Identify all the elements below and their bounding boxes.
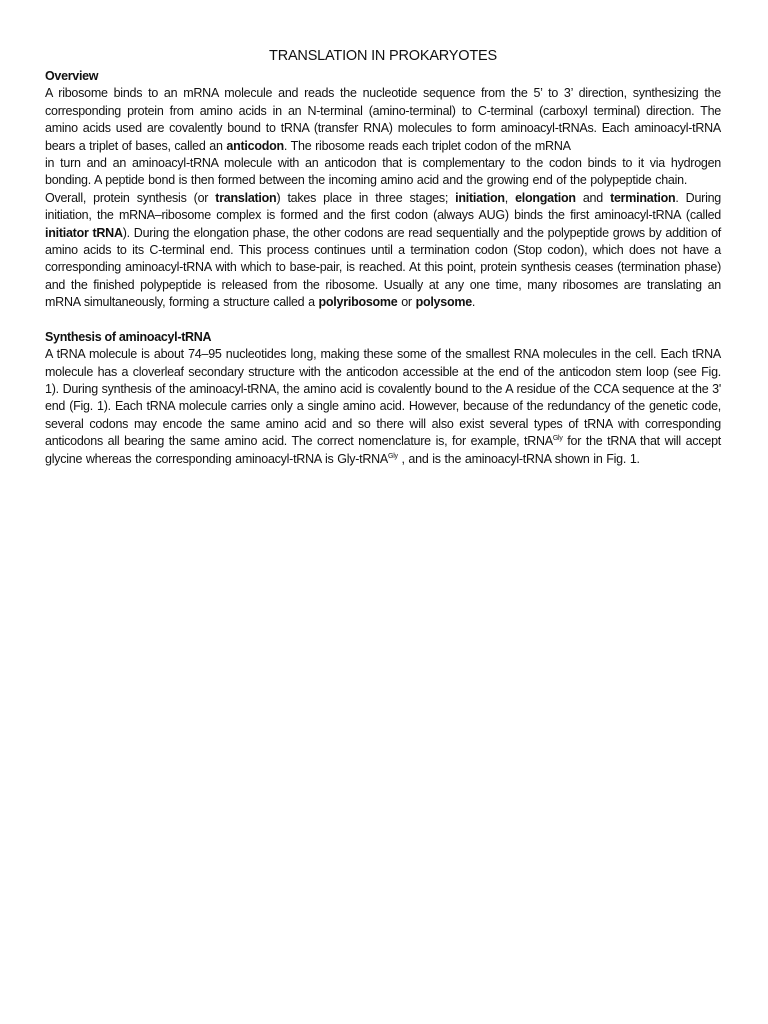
- document-title: TRANSLATION IN PROKARYOTES: [269, 48, 497, 64]
- overview-paragraph-1: [45, 85, 721, 155]
- superscript-gly: Gly: [552, 434, 563, 442]
- synthesis-heading: Synthesis of aminoacyl-tRNA: [45, 329, 212, 344]
- term-translation: translation: [215, 190, 277, 205]
- text-run: or: [397, 295, 416, 310]
- text-run: A tRNA molecule is about 74–95 nucleotides long, making these some of the smallest RNA molecules in the cell. Each tRNA molecule has a cloverleaf secondary structure with the anticodon accessible at the end of the anticodon stem loop (see Fig. 1). During synthesis of the aminoacyl-tRNA, the amino acid is covalently bound to the A residue of the CCA sequence at the 3' end (Fig. 1). Each tRNA molecule carries only a single amino acid. However, because of the redundancy of the genetic code, several codons may encode the same amino acid and so there will also exist several types of tRNA with corresponding anticodons all bearing the same amino acid. The correct nomenclature is, for example, tRNA: [45, 347, 721, 449]
- text-run: . The ribosome reads each triplet codon of the mRNA: [283, 138, 571, 153]
- text-run: . During initiation, the mRNA–ribosome complex is formed and the first codon (always AUG) binds the first aminoacyl-tRNA (called: [45, 190, 722, 223]
- term-initiation: initiation: [455, 190, 505, 205]
- term-termination: termination: [610, 190, 676, 205]
- text-run: Overall, protein synthesis (or: [45, 190, 216, 205]
- term-initiator-trna: initiator tRNA: [45, 225, 123, 240]
- synthesis-paragraph-1: [45, 346, 721, 468]
- document-page: [45, 46, 721, 468]
- text-run: for the tRNA that will accept glycine whereas the corresponding aminoacyl-tRNA is Gly-tRNA: [45, 434, 721, 466]
- term-anticodon: anticodon: [226, 138, 284, 153]
- overview-paragraph-3: [45, 190, 721, 312]
- text-run: ) takes place in three stages;: [276, 190, 456, 205]
- text-run: ,: [504, 190, 516, 205]
- overview-paragraph-2: in turn and an aminoacyl-tRNA molecule with an anticodon that is complementary to the codon binds to it via hydrogen bonding. A peptide bond is then formed between the incoming amino acid and the growing end of the polypeptide chain.: [45, 156, 721, 188]
- superscript-gly: Gly: [388, 452, 398, 460]
- term-elongation: elongation: [515, 190, 576, 205]
- overview-heading: Overview: [45, 69, 99, 83]
- term-polyribosome: polyribosome: [318, 295, 398, 310]
- text-run: A ribosome binds to an mRNA molecule and reads the nucleotide sequence from the 5’ to 3’ direction, synthesizing the corresponding protein from amino acids in an N-terminal (amino-terminal) to C-terminal (carboxyl terminal) direction. The amino acids used are covalently bound to tRNA (transfer RNA) molecules to form aminoacyl-tRNAs. Each aminoacyl-tRNA bears a triplet of bases, called an: [45, 86, 721, 153]
- section-spacer: [45, 312, 721, 329]
- text-run: .: [471, 295, 476, 310]
- text-run: , and is the aminoacyl-tRNA shown in Fig. 1.: [397, 451, 640, 466]
- text-run: ). During the elongation phase, the other codons are read sequentially and the polypeptide grows by addition of amino acids to its C-terminal end. This process continues until a termination codon (Stop codon), which does not have a corresponding aminoacyl-tRNA with which to base-pair, is reached. At this point, protein synthesis ceases (termination phase) and the finished polypeptide is released from the ribosome. Usually at any one time, many ribosomes are translating an mRNA simultaneously, forming a structure called a: [45, 225, 721, 310]
- text-run: and: [575, 190, 611, 205]
- term-polysome: polysome: [415, 295, 472, 310]
